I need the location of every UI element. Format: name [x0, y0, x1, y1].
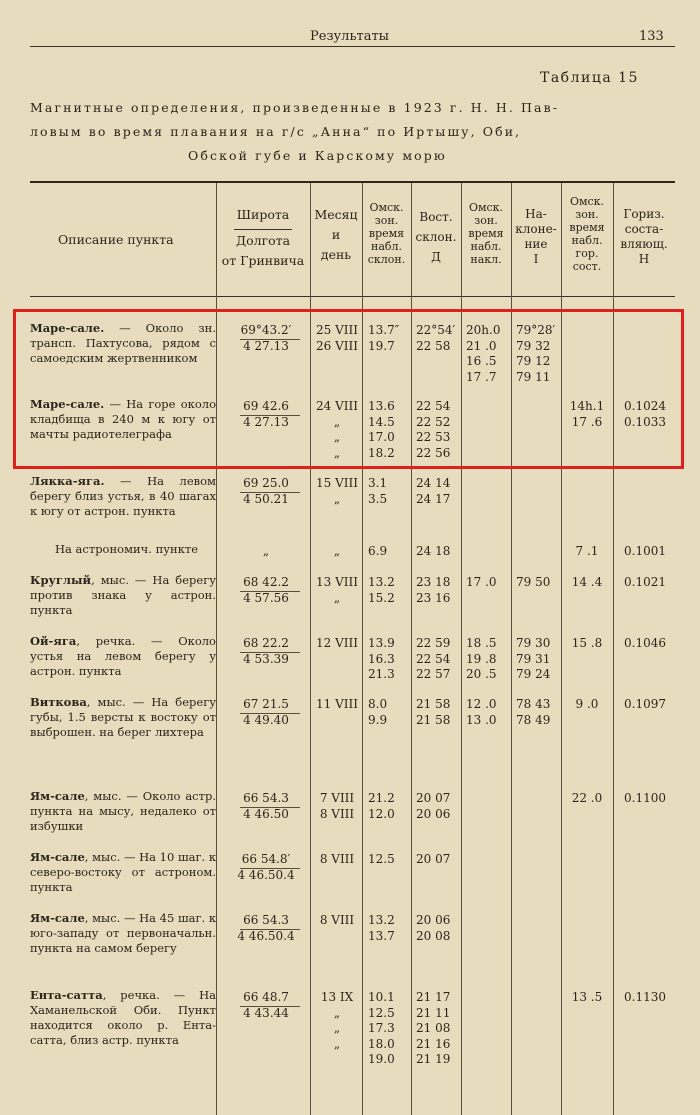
caption-line-3: Обской губе и Карскому морю — [188, 148, 447, 163]
col-header-declination — [411, 207, 461, 267]
header-bottom-rule — [30, 296, 675, 297]
cell-month: 13 IX — [320, 990, 354, 1004]
cell-month: „ — [333, 430, 341, 444]
cell-i: 79 24 — [516, 667, 551, 681]
cell-d: 22 56 — [416, 445, 451, 460]
cell-th: 14 .4 — [571, 575, 603, 589]
cell-d: 21 16 — [416, 1036, 451, 1051]
row-longitude: 4 49.40 — [243, 712, 289, 727]
cell-i: 79 11 — [516, 369, 551, 384]
col-header-horizontal — [613, 207, 675, 267]
cell-h: 0.1097 — [624, 697, 666, 711]
col-header-inclination — [511, 207, 561, 267]
row-place-text: — На горе около кладбища в 240 м к югу от мачты радиотелеграфа — [30, 397, 216, 441]
row-description — [55, 542, 215, 557]
cell-t: 6.9 — [368, 544, 388, 558]
row-place-name: Ям-сале — [30, 850, 85, 864]
cell-month: 12 VIII — [316, 636, 358, 650]
hdr-line: склон. — [367, 253, 406, 266]
cell-t: 10.1 — [368, 990, 395, 1004]
hdr-line: клоне- — [515, 222, 557, 236]
cell-d: 22 54 — [416, 399, 451, 413]
cell-i: 79 12 — [516, 354, 551, 368]
cell-t: 13.2 — [368, 575, 395, 589]
row-longitude: 4 27.13 — [243, 414, 289, 429]
cell-d: 23 18 — [416, 575, 451, 589]
cell-t: 18.2 — [368, 445, 395, 460]
cell-ti: 19 .8 — [466, 651, 497, 666]
row-latitude: 69 42.6 — [243, 399, 289, 413]
col-header-omsk-decl — [362, 201, 411, 266]
row-place-name: Круглый — [30, 573, 92, 587]
cell-d: 22°54′ — [416, 323, 456, 337]
row-place-name: Ой-яга — [30, 634, 77, 648]
cell-month: „ — [333, 414, 341, 429]
hdr-line: соста- — [624, 222, 664, 236]
top-rule — [30, 46, 675, 47]
hdr-line: время — [569, 221, 605, 234]
cell-th: 13 .5 — [571, 990, 603, 1004]
hdr-line: Н — [638, 252, 650, 266]
row-latitude: 68 42.2 — [243, 575, 289, 589]
lat-lon-rule — [234, 229, 292, 230]
cell-th: 22 .0 — [571, 791, 603, 805]
page-number: 133 — [639, 29, 664, 44]
hdr-line: склон. — [415, 230, 457, 244]
cell-t: 16.3 — [368, 651, 395, 666]
row-place-name: Маре-сале. — [30, 397, 105, 411]
row-latitude: 68 22.2 — [243, 636, 289, 650]
cell-h: 0.1046 — [624, 636, 666, 650]
cell-t: 12.5 — [368, 1005, 395, 1020]
cell-t: 13.6 — [368, 399, 395, 413]
cell-ti: 13 .0 — [466, 712, 497, 727]
cell-i: 79 32 — [516, 338, 551, 353]
row-place-text: , мыс. — На 10 шаг. к северо-востоку от астроном. пункта — [30, 850, 217, 894]
cell-t: 15.2 — [368, 590, 395, 605]
hdr-line: Вост. — [419, 210, 453, 224]
cell-ti: 17 .7 — [466, 369, 497, 384]
cell-t: 14.5 — [368, 414, 395, 429]
cell-ti: 12 .0 — [466, 697, 497, 711]
col-header-month-line: Месяц — [314, 207, 358, 222]
cell-d: 23 16 — [416, 590, 451, 605]
row-latitude: 66 54.3 — [243, 791, 289, 805]
cell-month: 24 VIII — [316, 399, 358, 413]
row-place-name: Виткова — [30, 695, 87, 709]
hdr-line: Омск. — [468, 201, 504, 214]
row-description — [30, 474, 216, 519]
row-place-text: , мыс. — На берегу против знака у астрон. пункта — [30, 573, 216, 617]
row-place-text: , речка. — Около устья на левом берегу у астрон. пункта — [30, 634, 216, 678]
row-place-text: — Около зн. трансп. Пахтусова, рядом с самоедским жертвенником — [30, 321, 216, 365]
cell-month: 8 VIII — [319, 806, 355, 821]
hdr-line: накл. — [470, 253, 502, 266]
cell-ti: 20h.0 — [466, 323, 501, 337]
cell-t: 12.5 — [368, 852, 395, 866]
cell-t: 13.7 — [368, 928, 395, 943]
caption-line-1: Магнитные определения, произведенные в 1923 г. Н. Н. Пав- — [30, 100, 560, 115]
row-place-name: Ям-сале — [30, 789, 85, 803]
cell-ti: 17 .0 — [466, 575, 497, 589]
cell-i: 79 31 — [516, 651, 551, 666]
cell-month: „ — [333, 590, 341, 605]
cell-h: 0.1100 — [624, 791, 666, 805]
cell-month: 8 VIII — [319, 852, 355, 866]
cell-t: 12.0 — [368, 806, 395, 821]
cell-d: 22 53 — [416, 430, 451, 444]
hdr-line: набл. — [371, 240, 402, 253]
hdr-line: ние — [524, 237, 548, 251]
row-description — [30, 850, 216, 895]
hdr-line: зон. — [474, 214, 498, 227]
row-longitude: 4 46.50.4 — [237, 928, 295, 943]
cell-ti: 16 .5 — [466, 354, 497, 368]
row-latitude: 66 48.7 — [243, 990, 289, 1004]
caption-line-2: ловым во время плавания на г/с „Анна“ по Иртышу, Оби, — [30, 124, 522, 139]
col-header-description: Описание пункта — [58, 232, 174, 247]
hdr-line: Омск. — [569, 195, 605, 208]
cell-d: 22 59 — [416, 636, 451, 650]
cell-th: 7 .1 — [575, 544, 599, 558]
hdr-line: сост. — [572, 260, 602, 273]
cell-i: 79 30 — [516, 636, 551, 650]
cell-i: 79 50 — [516, 575, 551, 589]
hdr-line: набл. — [571, 234, 603, 247]
cell-t: 9.9 — [368, 712, 388, 727]
cell-t: 19.0 — [368, 1052, 395, 1066]
cell-t: 3.1 — [368, 476, 388, 490]
hdr-line: время — [468, 227, 504, 240]
table-label: Таблица 15 — [540, 70, 639, 86]
cell-d: 21 08 — [416, 1021, 451, 1035]
row-longitude: 4 46.50.4 — [237, 867, 295, 882]
cell-month: 11 VIII — [316, 697, 358, 711]
cell-t: 19.7 — [368, 338, 395, 353]
cell-i: 79°28′ — [516, 323, 556, 337]
cell-month: 15 VIII — [316, 476, 358, 490]
cell-d: 22 58 — [416, 338, 451, 353]
col-header-longitude-greenwich: от Гринвича — [221, 253, 305, 268]
hdr-line: Гориз. — [623, 207, 665, 221]
col-header-month-line: и — [331, 227, 341, 242]
row-place-text: , мыс. — На 45 шаг. к юго-западу от первоначальн. пункта на самом берегу — [30, 911, 217, 955]
cell-d: 21 17 — [416, 990, 451, 1004]
hdr-line: вляющ. — [620, 237, 668, 251]
row-longitude: 4 50.21 — [243, 491, 289, 506]
cell-month: 7 VIII — [319, 791, 355, 805]
cell-month: 25 VIII — [316, 323, 358, 337]
cell-h: 0.1001 — [624, 544, 666, 558]
cell-month: 8 VIII — [319, 913, 355, 927]
cell-i: 78 49 — [516, 712, 551, 727]
row-description — [30, 789, 216, 834]
row-longitude: 4 43.44 — [243, 1005, 289, 1020]
cell-d: 24 17 — [416, 491, 451, 506]
row-latitude: 69°43.2′ — [240, 323, 292, 337]
hdr-line: гор. — [575, 247, 599, 260]
hdr-line: Д — [431, 250, 441, 264]
row-place-name: Ента-сатта — [30, 988, 103, 1002]
cell-h: 0.1130 — [624, 990, 666, 1004]
row-place-name: Маре-сале. — [30, 321, 105, 335]
cell-ti: 21 .0 — [466, 338, 497, 353]
cell-t: 18.0 — [368, 1036, 395, 1051]
row-longitude: 4 57.56 — [243, 590, 289, 605]
cell-i: 78 43 — [516, 697, 551, 711]
row-description — [30, 634, 216, 679]
cell-d: 20 07 — [416, 791, 451, 805]
row-place-name: Ям-сале — [30, 911, 85, 925]
cell-h: 0.1021 — [624, 575, 666, 589]
cell-t: 21.2 — [368, 791, 395, 805]
cell-month: „ — [333, 1036, 341, 1051]
cell-month: 13 VIII — [316, 575, 358, 589]
hdr-line: набл. — [470, 240, 502, 253]
row-latitude: 69 25.0 — [243, 476, 289, 490]
col-header-longitude: Долгота — [235, 233, 291, 248]
cell-h: 0.1033 — [624, 414, 666, 429]
cell-d: 21 58 — [416, 697, 451, 711]
cell-d: 20 06 — [416, 913, 451, 927]
row-longitude: 4 53.39 — [243, 651, 289, 666]
row-place-text: , мыс. — Около астр. пункта на мысу, недалеко от избушки — [30, 789, 216, 833]
hdr-line: На- — [525, 207, 547, 221]
cell-d: 20 08 — [416, 928, 451, 943]
cell-month: „ — [333, 1005, 341, 1020]
row-latitude: 66 54.3 — [243, 913, 289, 927]
cell-month: 26 VIII — [316, 338, 358, 353]
cell-d: 21 11 — [416, 1005, 451, 1020]
col-header-latitude: Широта — [236, 207, 290, 222]
row-latitude: 67 21.5 — [243, 697, 289, 711]
cell-d: 22 57 — [416, 667, 451, 681]
row-longitude: 4 46.50 — [243, 806, 289, 821]
cell-d: 24 18 — [416, 544, 451, 558]
row-latitude: 66 54.8′ — [241, 852, 291, 866]
cell-d: 21 19 — [416, 1052, 451, 1066]
highlight-box — [13, 309, 684, 469]
cell-month: „ — [333, 445, 341, 460]
cell-th: 14h.1 — [569, 399, 605, 413]
row-place-name: Лякка-яга. — [30, 474, 105, 488]
col-header-month — [310, 205, 362, 265]
hdr-line: I — [533, 252, 539, 266]
cell-d: 20 06 — [416, 806, 451, 821]
col-header-month-line: день — [320, 247, 352, 262]
cell-t: 17.3 — [368, 1021, 395, 1035]
running-head: Результаты — [310, 29, 389, 44]
cell-t: 13.9 — [368, 636, 395, 650]
cell-th: 17 .6 — [571, 414, 603, 429]
cell-t: 21.3 — [368, 667, 395, 681]
row-place-text: На астрономич. пункте — [55, 542, 199, 556]
cell-th: 9 .0 — [575, 697, 599, 711]
cell-h: 0.1024 — [624, 399, 666, 413]
cell-month: „ — [333, 544, 341, 558]
col-header-omsk-incl — [461, 201, 511, 266]
row-longitude: 4 27.13 — [243, 338, 289, 353]
cell-month: „ — [333, 491, 341, 506]
row-place-text: , мыс. — На берегу губы, 1.5 версты к востоку от выброшен. на берег лихтера — [30, 695, 216, 739]
cell-t: 3.5 — [368, 491, 388, 506]
cell-ti: 18 .5 — [466, 636, 497, 650]
row-place-text: , речка. — На Хаманельской Оби. Пункт находится около р. Ента-сатта, близ астр. пункта — [30, 988, 216, 1047]
cell-t: 13.7″ — [368, 323, 400, 337]
hdr-line: Омск. — [369, 201, 404, 214]
cell-t: 8.0 — [368, 697, 388, 711]
row-latitude: „ — [262, 544, 270, 558]
cell-d: 22 54 — [416, 651, 451, 666]
hdr-line: время — [368, 227, 405, 240]
hdr-line: зон. — [575, 208, 599, 221]
col-header-omsk-hor — [561, 195, 613, 273]
hdr-line: зон. — [374, 214, 399, 227]
cell-t: 17.0 — [368, 430, 395, 444]
cell-month: „ — [333, 1021, 341, 1035]
row-description — [30, 695, 216, 740]
cell-th: 15 .8 — [571, 636, 603, 650]
row-place-text: — На левом берегу близ устья, в 40 шагах к югу от астрон. пункта — [30, 474, 216, 518]
cell-d: 21 58 — [416, 712, 451, 727]
cell-d: 24 14 — [416, 476, 451, 490]
cell-d: 20 07 — [416, 852, 451, 866]
cell-d: 22 52 — [416, 414, 451, 429]
row-description — [30, 988, 216, 1048]
row-description — [30, 911, 216, 956]
table-top-rule — [30, 181, 675, 183]
cell-ti: 20 .5 — [466, 667, 497, 681]
cell-t: 13.2 — [368, 913, 395, 927]
row-description — [30, 573, 216, 618]
